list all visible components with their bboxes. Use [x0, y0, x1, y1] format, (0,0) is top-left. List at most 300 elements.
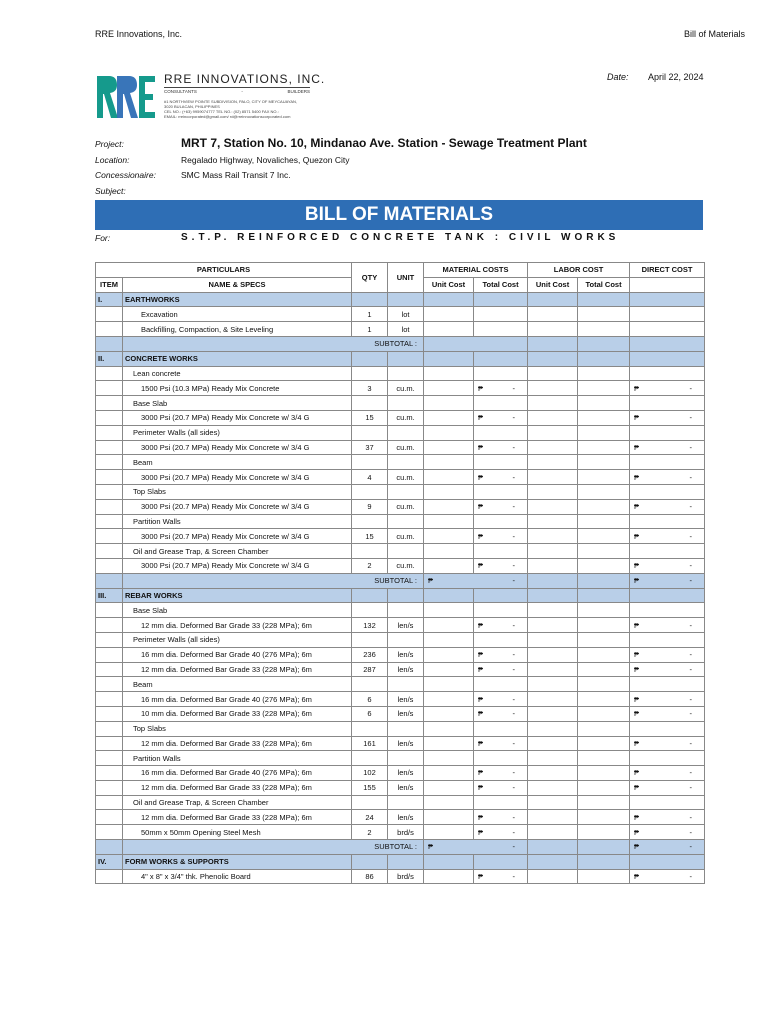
- material-total-cost: [474, 662, 528, 677]
- for-value: S.T.P. REINFORCED CONCRETE TANK : CIVIL WORKS: [181, 232, 620, 243]
- direct-cost: [630, 766, 705, 781]
- header-labor-total-cost: Total Cost: [578, 277, 630, 292]
- direct-cost: [630, 632, 705, 647]
- dash: -: [689, 472, 693, 482]
- section-cell: [528, 351, 578, 366]
- qty-cell: [352, 677, 388, 692]
- peso-sign: ₱: [634, 383, 640, 393]
- dash: -: [512, 442, 516, 452]
- qty-cell: [352, 396, 388, 411]
- table-row: [96, 662, 705, 677]
- material-total-cost: [474, 780, 528, 795]
- material-unit-cost: [424, 825, 474, 840]
- labor-total-cost: [578, 662, 630, 677]
- table-row: [96, 544, 705, 559]
- peso-sign: ₱: [634, 502, 640, 512]
- material-total-cost: [474, 484, 528, 499]
- direct-cost: [630, 396, 705, 411]
- table-row: [96, 766, 705, 781]
- labor-unit-cost: [528, 558, 578, 573]
- material-unit-cost: [424, 381, 474, 396]
- name-specs-cell: Perimeter Walls (all sides): [123, 632, 352, 647]
- subtotal-material: [424, 336, 528, 351]
- concessionaire-label: Concessionaire:: [95, 170, 156, 180]
- material-total-cost: [474, 396, 528, 411]
- name-specs-cell: 50mm x 50mm Opening Steel Mesh: [123, 825, 352, 840]
- material-total-cost: [474, 810, 528, 825]
- direct-cost: [630, 558, 705, 573]
- section-title: FORM WORKS & SUPPORTS: [123, 854, 352, 869]
- material-total-cost: [474, 544, 528, 559]
- name-specs-cell: Top Slabs: [123, 721, 352, 736]
- peso-sign: ₱: [478, 709, 484, 719]
- table-row: [96, 603, 705, 618]
- direct-cost: [630, 484, 705, 499]
- direct-cost: [630, 455, 705, 470]
- dash: -: [689, 694, 693, 704]
- direct-cost: [630, 825, 705, 840]
- name-specs-cell: 3000 Psi (20.7 MPa) Ready Mix Concrete w/ 3/4 G: [123, 499, 352, 514]
- labor-unit-cost: [528, 484, 578, 499]
- company-logo: [95, 72, 157, 122]
- unit-cell: [388, 544, 424, 559]
- item-cell: [96, 440, 123, 455]
- material-unit-cost: [424, 470, 474, 485]
- unit-cell: [388, 632, 424, 647]
- unit-cell: cu.m.: [388, 410, 424, 425]
- section-title: CONCRETE WORKS: [123, 351, 352, 366]
- item-cell: [96, 396, 123, 411]
- labor-unit-cost: [528, 618, 578, 633]
- material-unit-cost: [424, 396, 474, 411]
- dash: -: [512, 709, 516, 719]
- direct-cost: [630, 647, 705, 662]
- labor-unit-cost: [528, 544, 578, 559]
- peso-sign: ₱: [478, 620, 484, 630]
- qty-cell: 287: [352, 662, 388, 677]
- qty-cell: [352, 455, 388, 470]
- subtotal-blank: [96, 336, 123, 351]
- subtotal-labor-total: [578, 840, 630, 855]
- qty-cell: [352, 514, 388, 529]
- table-row: [96, 632, 705, 647]
- unit-cell: [388, 396, 424, 411]
- item-cell: [96, 647, 123, 662]
- labor-total-cost: [578, 647, 630, 662]
- material-unit-cost: [424, 544, 474, 559]
- name-specs-cell: 3000 Psi (20.7 MPa) Ready Mix Concrete w/ 3/4 G: [123, 410, 352, 425]
- dash: -: [689, 531, 693, 541]
- tagline-separator: -: [241, 89, 243, 94]
- subtotal-row: [96, 336, 705, 351]
- dash: -: [689, 709, 693, 719]
- document-title: BILL OF MATERIALS: [95, 200, 703, 230]
- section-cell: [528, 588, 578, 603]
- labor-unit-cost: [528, 603, 578, 618]
- section-cell: [630, 588, 705, 603]
- labor-total-cost: [578, 470, 630, 485]
- table-header-row: [96, 263, 705, 278]
- direct-cost: [630, 869, 705, 884]
- item-cell: [96, 381, 123, 396]
- unit-cell: [388, 751, 424, 766]
- qty-cell: [352, 484, 388, 499]
- labor-total-cost: [578, 544, 630, 559]
- dash: -: [512, 531, 516, 541]
- section-cell: [474, 292, 528, 307]
- qty-cell: [352, 632, 388, 647]
- section-title: EARTHWORKS: [123, 292, 352, 307]
- table-row: [96, 795, 705, 810]
- section-cell: [424, 292, 474, 307]
- dash: -: [512, 664, 516, 674]
- material-unit-cost: [424, 721, 474, 736]
- material-unit-cost: [424, 706, 474, 721]
- item-cell: [96, 692, 123, 707]
- labor-unit-cost: [528, 529, 578, 544]
- section-cell: [388, 854, 424, 869]
- material-total-cost: [474, 869, 528, 884]
- labor-total-cost: [578, 751, 630, 766]
- unit-cell: len/s: [388, 706, 424, 721]
- subtotal-labor-unit: [528, 840, 578, 855]
- labor-unit-cost: [528, 514, 578, 529]
- labor-total-cost: [578, 736, 630, 751]
- name-specs-cell: 12 mm dia. Deformed Bar Grade 33 (228 MPa); 6m: [123, 780, 352, 795]
- dash: -: [512, 872, 516, 882]
- name-specs-cell: Backfilling, Compaction, & Site Leveling: [123, 322, 352, 337]
- peso-sign: ₱: [478, 694, 484, 704]
- material-total-cost: [474, 366, 528, 381]
- labor-unit-cost: [528, 869, 578, 884]
- material-unit-cost: [424, 455, 474, 470]
- address-line: #1 NORTHVIEW POINTE SUBDIVISION, PALO, CITY OF MEYCAUAYAN,: [164, 99, 297, 104]
- section-cell: [528, 292, 578, 307]
- qty-cell: 86: [352, 869, 388, 884]
- address-line: CEL NO.: (+63) 9959074777 TEL NO.: (02) 8571 5400 FAX NO.:: [164, 109, 279, 114]
- qty-cell: 102: [352, 766, 388, 781]
- table-row: [96, 558, 705, 573]
- dash: -: [512, 738, 516, 748]
- date-label: Date:: [607, 72, 629, 82]
- direct-cost: [630, 618, 705, 633]
- dash: -: [512, 576, 516, 586]
- labor-total-cost: [578, 322, 630, 337]
- material-total-cost: [474, 692, 528, 707]
- peso-sign: ₱: [634, 827, 640, 837]
- header-material-total-cost: Total Cost: [474, 277, 528, 292]
- table-row: [96, 410, 705, 425]
- labor-unit-cost: [528, 721, 578, 736]
- labor-total-cost: [578, 440, 630, 455]
- unit-cell: cu.m.: [388, 529, 424, 544]
- unit-cell: lot: [388, 322, 424, 337]
- item-cell: [96, 514, 123, 529]
- header-labor-cost: LABOR COST: [528, 263, 630, 278]
- unit-cell: [388, 514, 424, 529]
- material-total-cost: [474, 455, 528, 470]
- material-unit-cost: [424, 366, 474, 381]
- material-unit-cost: [424, 322, 474, 337]
- material-total-cost: [474, 499, 528, 514]
- name-specs-cell: 3000 Psi (20.7 MPa) Ready Mix Concrete w/ 3/4 G: [123, 470, 352, 485]
- labor-total-cost: [578, 529, 630, 544]
- qty-cell: [352, 425, 388, 440]
- qty-cell: [352, 603, 388, 618]
- labor-total-cost: [578, 780, 630, 795]
- unit-cell: [388, 721, 424, 736]
- item-cell: [96, 529, 123, 544]
- unit-cell: [388, 425, 424, 440]
- peso-sign: ₱: [478, 783, 484, 793]
- peso-sign: ₱: [634, 413, 640, 423]
- labor-total-cost: [578, 396, 630, 411]
- peso-sign: ₱: [634, 872, 640, 882]
- qty-cell: 15: [352, 410, 388, 425]
- table-row: [96, 736, 705, 751]
- labor-unit-cost: [528, 307, 578, 322]
- dash: -: [512, 768, 516, 778]
- subtotal-labor-unit: [528, 573, 578, 588]
- location-value: Regalado Highway, Novaliches, Quezon City: [181, 155, 350, 165]
- header-name-specs: NAME & SPECS: [123, 277, 352, 292]
- direct-cost: [630, 810, 705, 825]
- unit-cell: len/s: [388, 766, 424, 781]
- item-cell: [96, 322, 123, 337]
- qty-cell: 3: [352, 381, 388, 396]
- material-unit-cost: [424, 751, 474, 766]
- material-unit-cost: [424, 766, 474, 781]
- dash: -: [512, 650, 516, 660]
- peso-sign: ₱: [634, 472, 640, 482]
- peso-sign: ₱: [478, 650, 484, 660]
- dash: -: [689, 738, 693, 748]
- subtotal-labor-total: [578, 573, 630, 588]
- header-material-costs: MATERIAL COSTS: [424, 263, 528, 278]
- subject-label: Subject:: [95, 186, 126, 196]
- item-cell: [96, 470, 123, 485]
- qty-cell: [352, 721, 388, 736]
- section-cell: [424, 351, 474, 366]
- dash: -: [512, 472, 516, 482]
- item-cell: [96, 662, 123, 677]
- labor-total-cost: [578, 825, 630, 840]
- peso-sign: ₱: [428, 842, 434, 852]
- direct-cost: [630, 425, 705, 440]
- section-cell: [630, 854, 705, 869]
- name-specs-cell: 3000 Psi (20.7 MPa) Ready Mix Concrete w/ 3/4 G: [123, 440, 352, 455]
- table-row: [96, 647, 705, 662]
- unit-cell: [388, 484, 424, 499]
- unit-cell: [388, 455, 424, 470]
- material-total-cost: [474, 603, 528, 618]
- qty-cell: 15: [352, 529, 388, 544]
- labor-unit-cost: [528, 662, 578, 677]
- project-label: Project:: [95, 139, 124, 149]
- item-cell: [96, 751, 123, 766]
- header-direct-blank: [630, 277, 705, 292]
- peso-sign: ₱: [478, 561, 484, 571]
- material-total-cost: [474, 677, 528, 692]
- tagline-consultants: CONSULTANTS: [164, 89, 197, 94]
- unit-cell: cu.m.: [388, 470, 424, 485]
- labor-unit-cost: [528, 470, 578, 485]
- item-cell: [96, 366, 123, 381]
- subtotal-label: SUBTOTAL :: [123, 840, 424, 855]
- dash: -: [689, 383, 693, 393]
- header-material-unit-cost: Unit Cost: [424, 277, 474, 292]
- direct-cost: [630, 381, 705, 396]
- unit-cell: cu.m.: [388, 499, 424, 514]
- dash: -: [689, 827, 693, 837]
- header-labor-unit-cost: Unit Cost: [528, 277, 578, 292]
- peso-sign: ₱: [634, 561, 640, 571]
- section-cell: [352, 588, 388, 603]
- material-total-cost: [474, 736, 528, 751]
- qty-cell: 2: [352, 825, 388, 840]
- header-qty: QTY: [352, 263, 388, 293]
- table-row: [96, 470, 705, 485]
- peso-sign: ₱: [634, 694, 640, 704]
- item-cell: [96, 825, 123, 840]
- labor-total-cost: [578, 677, 630, 692]
- section-row: [96, 351, 705, 366]
- table-row: [96, 618, 705, 633]
- material-total-cost: [474, 825, 528, 840]
- subtotal-blank: [96, 573, 123, 588]
- section-cell: [630, 351, 705, 366]
- name-specs-cell: 12 mm dia. Deformed Bar Grade 33 (228 MPa); 6m: [123, 618, 352, 633]
- peso-sign: ₱: [478, 531, 484, 541]
- header-item: ITEM: [96, 277, 123, 292]
- item-cell: [96, 499, 123, 514]
- direct-cost: [630, 529, 705, 544]
- direct-cost: [630, 677, 705, 692]
- table-row: [96, 692, 705, 707]
- direct-cost: [630, 751, 705, 766]
- material-unit-cost: [424, 677, 474, 692]
- table-row: [96, 529, 705, 544]
- table-row: [96, 780, 705, 795]
- item-cell: [96, 558, 123, 573]
- labor-unit-cost: [528, 396, 578, 411]
- company-address: [164, 99, 364, 119]
- unit-cell: len/s: [388, 647, 424, 662]
- item-cell: [96, 736, 123, 751]
- section-cell: [528, 854, 578, 869]
- table-row: [96, 381, 705, 396]
- location-label: Location:: [95, 155, 130, 165]
- labor-unit-cost: [528, 381, 578, 396]
- running-header-company: RRE Innovations, Inc.: [95, 29, 183, 39]
- section-number: IV.: [96, 854, 123, 869]
- table-row: [96, 499, 705, 514]
- labor-unit-cost: [528, 780, 578, 795]
- section-cell: [578, 292, 630, 307]
- material-total-cost: [474, 410, 528, 425]
- material-total-cost: [474, 647, 528, 662]
- material-unit-cost: [424, 736, 474, 751]
- name-specs-cell: Beam: [123, 677, 352, 692]
- dash: -: [689, 783, 693, 793]
- dash: -: [689, 620, 693, 630]
- qty-cell: 1: [352, 322, 388, 337]
- labor-unit-cost: [528, 751, 578, 766]
- material-unit-cost: [424, 529, 474, 544]
- peso-sign: ₱: [634, 531, 640, 541]
- section-cell: [424, 588, 474, 603]
- direct-cost: [630, 514, 705, 529]
- peso-sign: ₱: [634, 738, 640, 748]
- qty-cell: 1: [352, 307, 388, 322]
- item-cell: [96, 706, 123, 721]
- peso-sign: ₱: [634, 783, 640, 793]
- peso-sign: ₱: [478, 664, 484, 674]
- table-row: [96, 869, 705, 884]
- subtotal-material: [424, 573, 528, 588]
- labor-unit-cost: [528, 499, 578, 514]
- header-particulars: PARTICULARS: [96, 263, 352, 278]
- direct-cost: [630, 322, 705, 337]
- peso-sign: ₱: [478, 413, 484, 423]
- header-unit: UNIT: [388, 263, 424, 293]
- material-total-cost: [474, 632, 528, 647]
- qty-cell: [352, 795, 388, 810]
- qty-cell: 6: [352, 706, 388, 721]
- subtotal-blank: [96, 840, 123, 855]
- section-number: I.: [96, 292, 123, 307]
- subtotal-material: [424, 840, 528, 855]
- material-total-cost: [474, 751, 528, 766]
- material-unit-cost: [424, 558, 474, 573]
- peso-sign: ₱: [478, 472, 484, 482]
- bom-body: [96, 292, 705, 884]
- name-specs-cell: Lean concrete: [123, 366, 352, 381]
- item-cell: [96, 307, 123, 322]
- qty-cell: 24: [352, 810, 388, 825]
- name-specs-cell: Beam: [123, 455, 352, 470]
- qty-cell: 2: [352, 558, 388, 573]
- table-row: [96, 322, 705, 337]
- for-label: For:: [95, 233, 111, 243]
- unit-cell: len/s: [388, 662, 424, 677]
- dash: -: [689, 561, 693, 571]
- name-specs-cell: Oil and Grease Trap, & Screen Chamber: [123, 544, 352, 559]
- name-specs-cell: 12 mm dia. Deformed Bar Grade 33 (228 MPa); 6m: [123, 810, 352, 825]
- peso-sign: ₱: [478, 502, 484, 512]
- table-row: [96, 751, 705, 766]
- unit-cell: cu.m.: [388, 440, 424, 455]
- material-unit-cost: [424, 662, 474, 677]
- qty-cell: 155: [352, 780, 388, 795]
- dash: -: [689, 842, 693, 852]
- section-number: II.: [96, 351, 123, 366]
- section-cell: [578, 588, 630, 603]
- unit-cell: lot: [388, 307, 424, 322]
- labor-total-cost: [578, 381, 630, 396]
- section-cell: [388, 292, 424, 307]
- subtotal-label: SUBTOTAL :: [123, 336, 424, 351]
- project-value: MRT 7, Station No. 10, Mindanao Ave. Station - Sewage Treatment Plant: [181, 136, 587, 150]
- material-unit-cost: [424, 484, 474, 499]
- direct-cost: [630, 780, 705, 795]
- section-title: REBAR WORKS: [123, 588, 352, 603]
- dash: -: [689, 502, 693, 512]
- section-cell: [578, 351, 630, 366]
- section-number: III.: [96, 588, 123, 603]
- name-specs-cell: Excavation: [123, 307, 352, 322]
- item-cell: [96, 425, 123, 440]
